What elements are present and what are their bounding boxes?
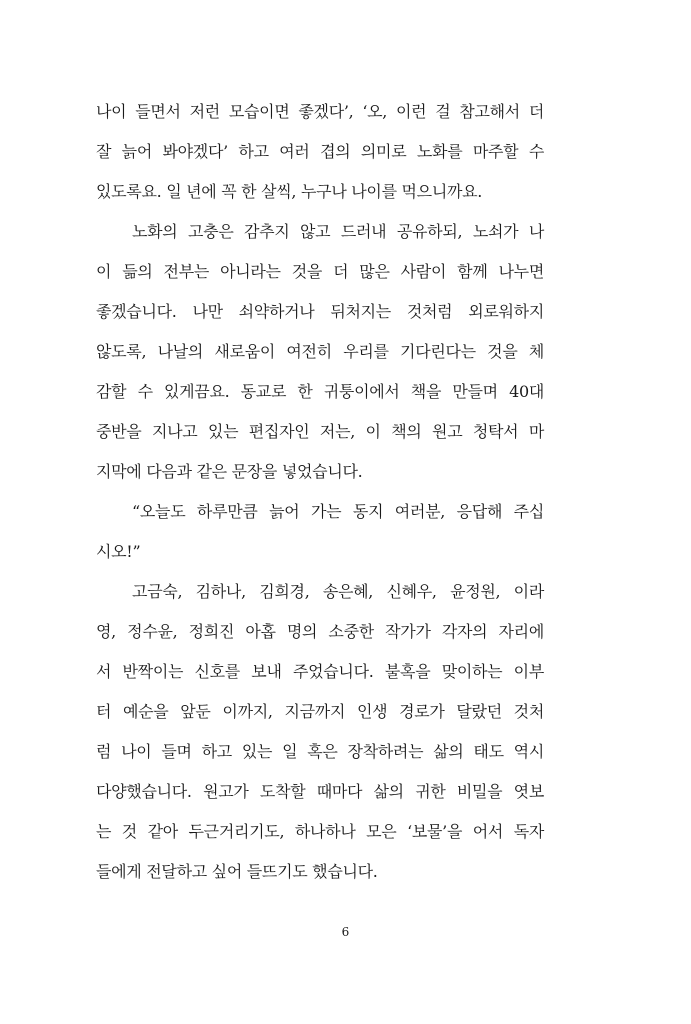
text-line: 좋겠습니다. 나만 쇠약하거나 뒤처지는 것처럼 외로워하지 (96, 302, 544, 321)
paragraph-4 (96, 572, 544, 892)
paragraph-2 (96, 212, 544, 492)
text-line: 고금숙, 김하나, 김희경, 송은혜, 신혜우, 윤정원, 이라 (132, 582, 544, 601)
text-line: 시오!” (96, 542, 141, 561)
text-line: 나이 들면서 저런 모습이면 좋겠다’, ‘오, 이런 걸 참고해서 더 (96, 102, 544, 121)
body-text (96, 92, 544, 892)
text-line: 있도록요. 일 년에 꼭 한 살씩, 누구나 나이를 먹으니까요. (96, 182, 483, 201)
text-line: 다양했습니다. 원고가 도착할 때마다 삶의 귀한 비밀을 엿보 (96, 782, 544, 801)
text-line: 영, 정수윤, 정희진 아홉 명의 소중한 작가가 각자의 자리에 (96, 622, 544, 641)
text-line: 감할 수 있게끔요. 동교로 한 귀퉁이에서 책을 만들며 40대 (96, 382, 544, 401)
text-line: 서 반짝이는 신호를 보내 주었습니다. 불혹을 맞이하는 이부 (96, 662, 544, 681)
text-line: 지막에 다음과 같은 문장을 넣었습니다. (96, 462, 363, 481)
text-line: 않도록, 나날의 새로움이 여전히 우리를 기다린다는 것을 체 (96, 342, 544, 361)
text-line: 럼 나이 들며 하고 있는 일 혹은 장착하려는 삶의 태도 역시 (96, 742, 544, 761)
text-line: 이 듦의 전부는 아니라는 것을 더 많은 사람이 함께 나누면 (96, 262, 544, 281)
text-line: 잘 늙어 봐야겠다’ 하고 여러 겹의 의미로 노화를 마주할 수 (96, 142, 544, 161)
text-line: 들에게 전달하고 싶어 들뜨기도 했습니다. (96, 862, 378, 881)
paragraph-3-quote (96, 492, 544, 572)
text-line: “오늘도 하루만큼 늙어 가는 동지 여러분, 응답해 주십 (132, 502, 544, 521)
text-line: 터 예순을 앞둔 이까지, 지금까지 인생 경로가 달랐던 것처 (96, 702, 544, 721)
text-line: 는 것 같아 두근거리기도, 하나하나 모은 ‘보물’을 어서 독자 (96, 822, 544, 841)
text-line: 중반을 지나고 있는 편집자인 저는, 이 책의 원고 청탁서 마 (96, 422, 544, 441)
text-line: 노화의 고충은 감추지 않고 드러내 공유하되, 노쇠가 나 (132, 222, 544, 241)
page-number: 6 (341, 925, 350, 939)
paragraph-1 (96, 92, 544, 212)
